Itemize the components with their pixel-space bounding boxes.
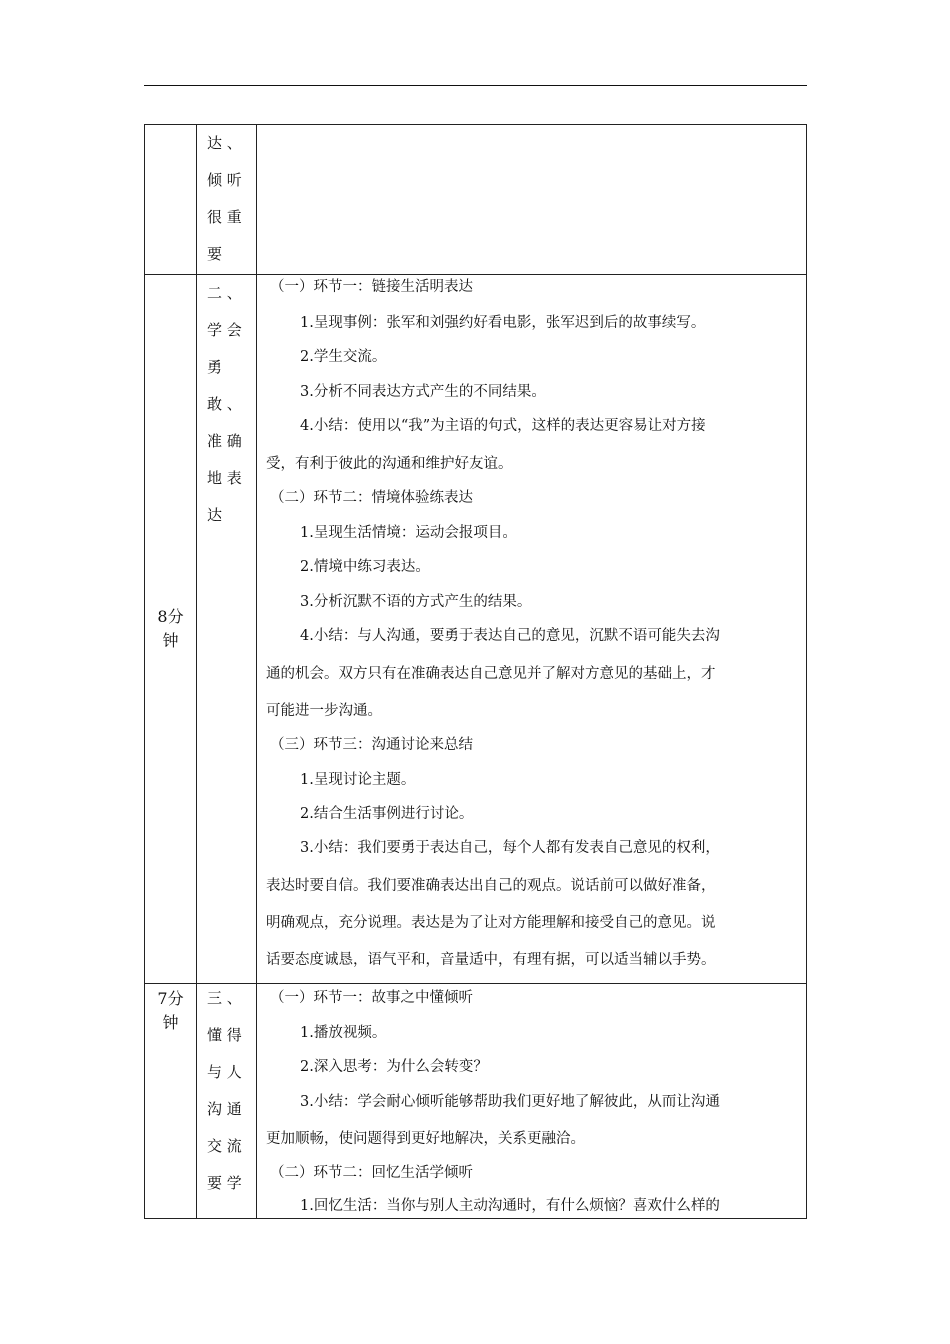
section-heading: （二）环节二：回忆生活学倾听 <box>270 1165 473 1181</box>
time-line: 7分 <box>157 989 184 1008</box>
lesson-plan-table <box>144 124 807 1219</box>
step-title <box>207 125 242 273</box>
content-line: 表达时要自信。我们要准确表达出自己的观点。说话前可以做好准备， <box>266 878 716 894</box>
content-line: 1.呈现讨论主题。 <box>300 772 416 788</box>
step-cell <box>197 984 257 1218</box>
content-line: 可能进一步沟通。 <box>266 703 382 719</box>
content-line: 2.结合生活事例进行讨论。 <box>300 806 474 822</box>
time-label <box>145 605 196 653</box>
content-line: 2.深入思考：为什么会转变？ <box>300 1059 488 1075</box>
step-line: 三 、 <box>207 989 242 1007</box>
time-label <box>145 987 196 1035</box>
time-cell <box>145 275 197 983</box>
content-line: 1.回忆生活：当你与别人主动沟通时，有什么烦恼？喜欢什么样的 <box>300 1198 720 1214</box>
header-rule <box>144 85 807 86</box>
step-line: 很 重 <box>207 208 242 226</box>
content-line: 3.小结：我们要勇于表达自己，每个人都有发表自己意见的权利， <box>300 840 720 856</box>
table-row <box>145 125 806 274</box>
step-title <box>207 275 242 534</box>
content-line: 受，有利于彼此的沟通和维护好友谊。 <box>266 456 513 472</box>
step-line: 交 流 <box>207 1137 242 1155</box>
section-heading: （一）环节一：故事之中懂倾听 <box>270 990 473 1006</box>
content-line: 4.小结：与人沟通，要勇于表达自己的意见，沉默不语可能失去沟 <box>300 628 720 644</box>
step-line: 地 表 <box>207 469 242 487</box>
step-line: 二 、 <box>207 284 242 302</box>
step-line: 学 会 <box>207 321 242 339</box>
section-heading: （一）环节一：链接生活明表达 <box>270 279 473 295</box>
content-line: 更加顺畅，使问题得到更好地解决，关系更融洽。 <box>266 1131 585 1147</box>
step-line: 懂 得 <box>207 1026 242 1044</box>
step-line: 达 、 <box>207 134 242 152</box>
content-cell <box>257 275 806 983</box>
content-line: 2.情境中练习表达。 <box>300 559 430 575</box>
content-line: 2.学生交流。 <box>300 349 387 365</box>
step-line: 勇 <box>207 358 223 376</box>
step-line: 达 <box>207 506 223 524</box>
section-heading: （二）环节二：情境体验练表达 <box>270 490 473 506</box>
content-cell <box>257 984 806 1218</box>
time-line: 钟 <box>162 631 179 650</box>
step-cell <box>197 275 257 983</box>
content-line: 通的机会。双方只有在准确表达自己意见并了解对方意见的基础上，才 <box>266 666 716 682</box>
step-line: 要 学 <box>207 1174 242 1192</box>
content-line: 明确观点，充分说理。表达是为了让对方能理解和接受自己的意见。说 <box>266 915 716 931</box>
step-cell <box>197 125 257 274</box>
step-line: 敢 、 <box>207 395 242 413</box>
time-cell <box>145 984 197 1218</box>
content-line: 1.播放视频。 <box>300 1025 387 1041</box>
content-line: 3.小结：学会耐心倾听能够帮助我们更好地了解彼此，从而让沟通 <box>300 1094 720 1110</box>
content-line: 3.分析沉默不语的方式产生的结果。 <box>300 594 532 610</box>
content-cell <box>257 125 806 274</box>
step-line: 与 人 <box>207 1063 242 1081</box>
step-line: 准 确 <box>207 432 242 450</box>
step-line: 倾 听 <box>207 171 242 189</box>
section-heading: （三）环节三：沟通讨论来总结 <box>270 737 473 753</box>
content-line: 3.分析不同表达方式产生的不同结果。 <box>300 384 546 400</box>
step-line: 沟 通 <box>207 1100 242 1118</box>
time-cell <box>145 125 197 274</box>
step-line: 要 <box>207 245 223 263</box>
table-row <box>145 274 806 983</box>
step-title <box>207 980 242 1202</box>
content-line: 4.小结：使用以“我”为主语的句式，这样的表达更容易让对方接 <box>300 418 706 434</box>
time-line: 钟 <box>162 1013 179 1032</box>
content-line: 1.呈现事例：张军和刘强约好看电影，张军迟到后的故事续写。 <box>300 315 706 331</box>
table-row <box>145 983 806 1218</box>
content-line: 1.呈现生活情境：运动会报项目。 <box>300 525 517 541</box>
content-line: 话要态度诚恳，语气平和，音量适中，有理有据，可以适当辅以手势。 <box>266 952 716 968</box>
time-line: 8分 <box>157 607 184 626</box>
